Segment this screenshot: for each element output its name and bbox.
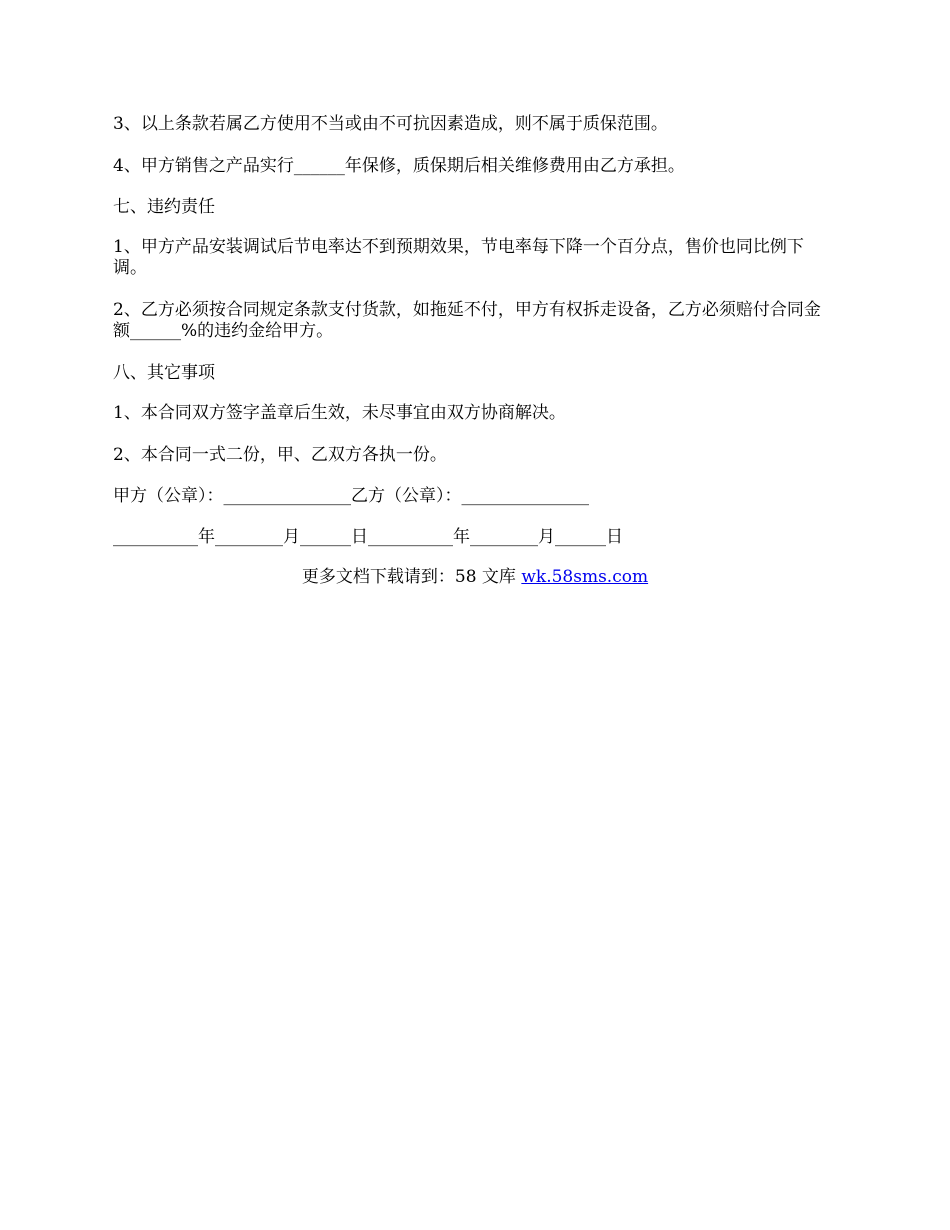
- date-line: __________年________月______日__________年________月______日: [113, 527, 623, 547]
- clause-other-1: 1、本合同双方签字盖章后生效，未尽事宜由双方协商解决。: [113, 403, 566, 423]
- footer-link[interactable]: wk.58sms.com: [521, 567, 649, 587]
- clause-other-2: 2、本合同一式二份，甲、乙双方各执一份。: [113, 445, 447, 465]
- download-footer: [0, 567, 950, 588]
- section-heading-breach: 七、违约责任: [113, 197, 215, 217]
- clause-4-warranty-period: 4、甲方销售之产品实行______年保修，质保期后相关维修费用由乙方承担。: [113, 156, 685, 176]
- clause-breach-1: 1、甲方产品安装调试后节电率达不到预期效果，节电率每下降一个百分点，售价也同比例下调。: [113, 237, 804, 278]
- footer-prefix: 更多文档下载请到：58 文库: [301, 567, 522, 587]
- signature-line: 甲方（公章）：_______________乙方（公章）：_______________: [113, 486, 589, 506]
- clause-breach-2: 2、乙方必须按合同规定条款支付货款，如拖延不付，甲方有权拆走设备，乙方必须赔付合同金额______%的违约金给甲方。: [113, 300, 821, 341]
- section-heading-other: 八、其它事项: [113, 363, 215, 383]
- clause-3-quality-exclusion: 3、以上条款若属乙方使用不当或由不可抗因素造成，则不属于质保范围。: [113, 114, 668, 134]
